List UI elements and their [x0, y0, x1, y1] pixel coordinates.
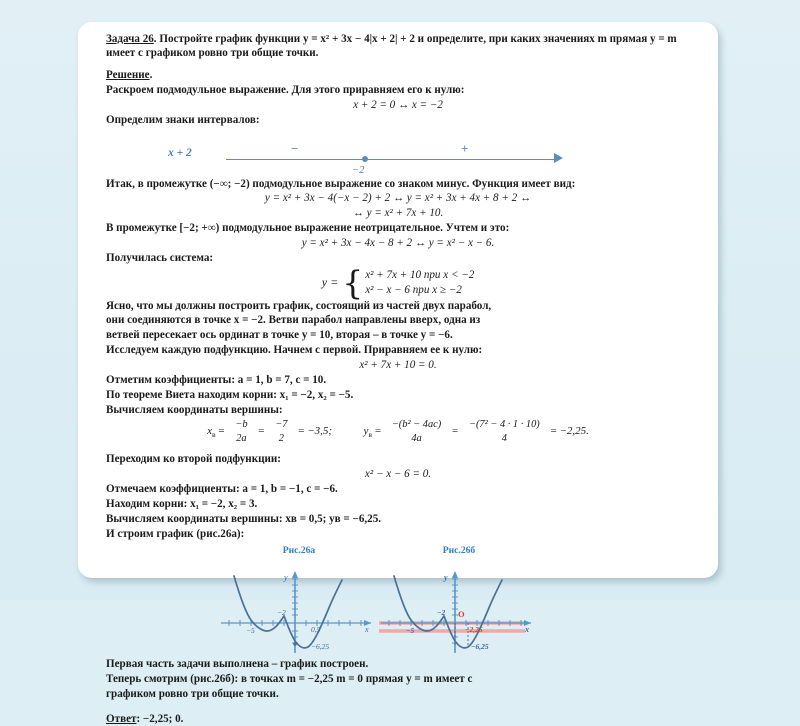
- label-x-minus-2: −2: [437, 607, 446, 617]
- line-determine-signs: Определим знаки интервалов:: [106, 114, 260, 127]
- vertex-eq-4: =: [374, 425, 382, 438]
- label-x-minus-2: −2: [277, 607, 286, 617]
- slide-card: [78, 22, 718, 725]
- equation-negative-branch-2: ↔ y = x² + 7x + 10.: [352, 207, 444, 220]
- line-clear-1: Ясно, что мы должны построить график, состоящий из частей двух парабол,: [106, 299, 492, 312]
- vertex-eq-6: =: [550, 425, 557, 438]
- vertex-y-sub: в: [368, 430, 373, 440]
- label-x-minus-5: −5: [406, 625, 415, 635]
- fraction-numerator: −7: [275, 419, 288, 431]
- number-line-expression: x + 2: [168, 146, 192, 159]
- y-axis-arrow-icon: [452, 571, 458, 578]
- number-line-point-marker: [362, 156, 368, 162]
- label-origin: O: [458, 608, 465, 619]
- system-lhs: y =: [321, 274, 339, 289]
- fraction-numeric-discriminant: [465, 418, 544, 445]
- number-line-sign-right: +: [461, 140, 469, 156]
- line-interval-positive: В промежутке [−2; +∞) подмодульное выражение неотрицательное. Учтем и это:: [106, 222, 510, 235]
- line-clear-2: они соединяются в точке x = −2. Ветви парабол направлены вверх, одна из: [106, 314, 481, 327]
- axis-y-label: y: [284, 572, 288, 582]
- figure-26a-caption: Рис.26а: [282, 545, 316, 557]
- vertex-eq-1: =: [218, 425, 225, 438]
- line-second-subfunction: Переходим ко второй подфункции:: [106, 453, 281, 466]
- figure-26a-plot: [215, 559, 383, 657]
- vertex-eq-5: =: [451, 425, 459, 438]
- line-now-look-1: Теперь смотрим (рис.26б): в точках m = −2,25 m = 0 прямая y = m имеет с: [106, 673, 473, 686]
- figure-26a: [214, 545, 384, 657]
- line-roots-second: Находим корни: x₁ = −2, x₂ = 3.: [106, 498, 258, 511]
- task-text: . Постройте график функции y = x² + 3x − 4|x + 2| + 2 и определите, при каких значениях m прямая y = m имеет с графиком ровно три общие точки.: [106, 33, 677, 60]
- line-vertex-second: Вычисляем координаты вершины: xв = 0,5; yв = −6,25.: [106, 513, 382, 526]
- brace-icon: {: [342, 263, 364, 302]
- vertex-x-label: x: [207, 425, 212, 438]
- vertex-eq-2: =: [258, 425, 265, 438]
- fraction-numerator: −(b² − 4ac): [391, 419, 442, 431]
- number-line-arrow-icon: [554, 153, 563, 163]
- equation-negative-branch-1: y = x² + 3x − 4(−x − 2) + 2 ↔ y = x² + 3x + 4x + 8 + 2 ↔: [264, 192, 532, 205]
- label-m-minus-2-25: −2,25: [465, 624, 483, 634]
- axis-x-label: x: [525, 624, 529, 634]
- vertex-formula-row: [106, 418, 690, 445]
- label-y-minus-6-25: −6,25: [471, 641, 489, 651]
- fraction-denominator: 2a: [236, 432, 247, 444]
- system-row-1: x² + 7x + 10 при x < −2: [365, 268, 475, 281]
- answer-label: Ответ: [106, 712, 137, 725]
- curve-right-parabola: [284, 580, 342, 648]
- line-vertex-calc: Вычисляем координаты вершины:: [106, 403, 283, 416]
- axis-x-label: x: [365, 624, 369, 634]
- figure-26b-caption: Рис.26б: [442, 545, 476, 557]
- equation-positive-branch: y = x² + 3x − 4x − 8 + 2 ↔ y = x² − x − 6.: [301, 237, 495, 250]
- vertex-marker: [293, 642, 297, 646]
- fraction-discriminant-over-4a: [388, 418, 445, 445]
- solution-label: Решение: [106, 69, 150, 82]
- label-x-vertex: 0,5: [311, 624, 321, 634]
- line-investigate: Исследуем каждую подфункцию. Начнем с первой. Приравняем ее к нулю:: [106, 344, 483, 357]
- fraction-minus-b-over-2a: [231, 418, 251, 445]
- equation-second-subfunction-zero: x² − x − 6 = 0.: [364, 468, 432, 481]
- solution-dot: .: [149, 69, 153, 82]
- vertex-y-label: y: [363, 425, 369, 438]
- equation-first-subfunction-zero: x² + 7x + 10 = 0.: [359, 359, 437, 372]
- line-coefficients-second: Отмечаем коэффициенты: a = 1, b = −1, c = −6.: [106, 483, 338, 496]
- figure-26b: [374, 545, 544, 657]
- number-line-point-label: −2: [352, 164, 365, 176]
- line-interval-negative: Итак, в промежутке (−∞; −2) подмодульное выражение со знаком минус. Функция имеет вид:: [106, 177, 576, 190]
- equation-set-zero: x + 2 = 0 ↔ x = −2: [353, 99, 443, 112]
- vertex-x-sub: в: [211, 430, 216, 440]
- line-system-intro: Получилась система:: [106, 252, 214, 265]
- answer-row: [106, 712, 690, 726]
- task-statement: [106, 32, 690, 61]
- axis-y-label: y: [444, 572, 448, 582]
- label-x-minus-5: −5: [246, 625, 255, 635]
- figure-26b-plot: [375, 559, 543, 657]
- line-first-part-done: Первая часть задачи выполнена – график построен.: [106, 658, 369, 671]
- figures-row: [106, 545, 690, 657]
- line-viete-roots: По теореме Виета находим корни: x₁ = −2, x₂ = −5.: [106, 389, 354, 402]
- task-label: Задача 26: [106, 33, 154, 45]
- vertex-y-value: −2,25.: [559, 425, 589, 438]
- curve-right-parabola: [444, 580, 502, 648]
- line-coefficients-first: Отметим коэффициенты: a = 1, b = 7, c = 10.: [106, 374, 327, 387]
- fraction-numerator: −(7² − 4 · 1 · 10): [468, 419, 540, 431]
- vertex-eq-3: =: [298, 425, 305, 438]
- line-now-look-2: графиком ровно три общие точки.: [106, 688, 279, 701]
- system-rows: [365, 268, 474, 298]
- fraction-denominator: 4: [501, 432, 507, 444]
- system-row-2: x² − x − 6 при x ≥ −2: [365, 283, 462, 296]
- document-content: [106, 32, 690, 726]
- fraction-numerator: −b: [235, 419, 248, 431]
- vertex-x-value: −3,5;: [307, 425, 333, 438]
- fraction-minus-7-over-2: [271, 418, 291, 445]
- label-y-minus-6-25: −6,25: [311, 641, 330, 651]
- fraction-denominator: 4a: [411, 432, 422, 444]
- line-build-graph: И строим график (рис.26а):: [106, 528, 245, 541]
- solution-heading: [106, 68, 690, 82]
- number-line-sign-left: −: [291, 140, 299, 156]
- line-expand-modulus: Раскроем подмодульное выражение. Для этого приравняем его к нулю:: [106, 84, 465, 97]
- number-line-diagram: [106, 131, 690, 177]
- line-clear-3: ветвей пересекает ось ординат в точке y = 10, вторая – в точке y = −6.: [106, 329, 453, 342]
- fraction-denominator: 2: [278, 432, 284, 444]
- piecewise-system: [106, 263, 690, 302]
- number-line-axis: [226, 159, 556, 160]
- answer-value: : −2,25; 0.: [136, 712, 184, 725]
- y-axis-arrow-icon: [292, 571, 298, 578]
